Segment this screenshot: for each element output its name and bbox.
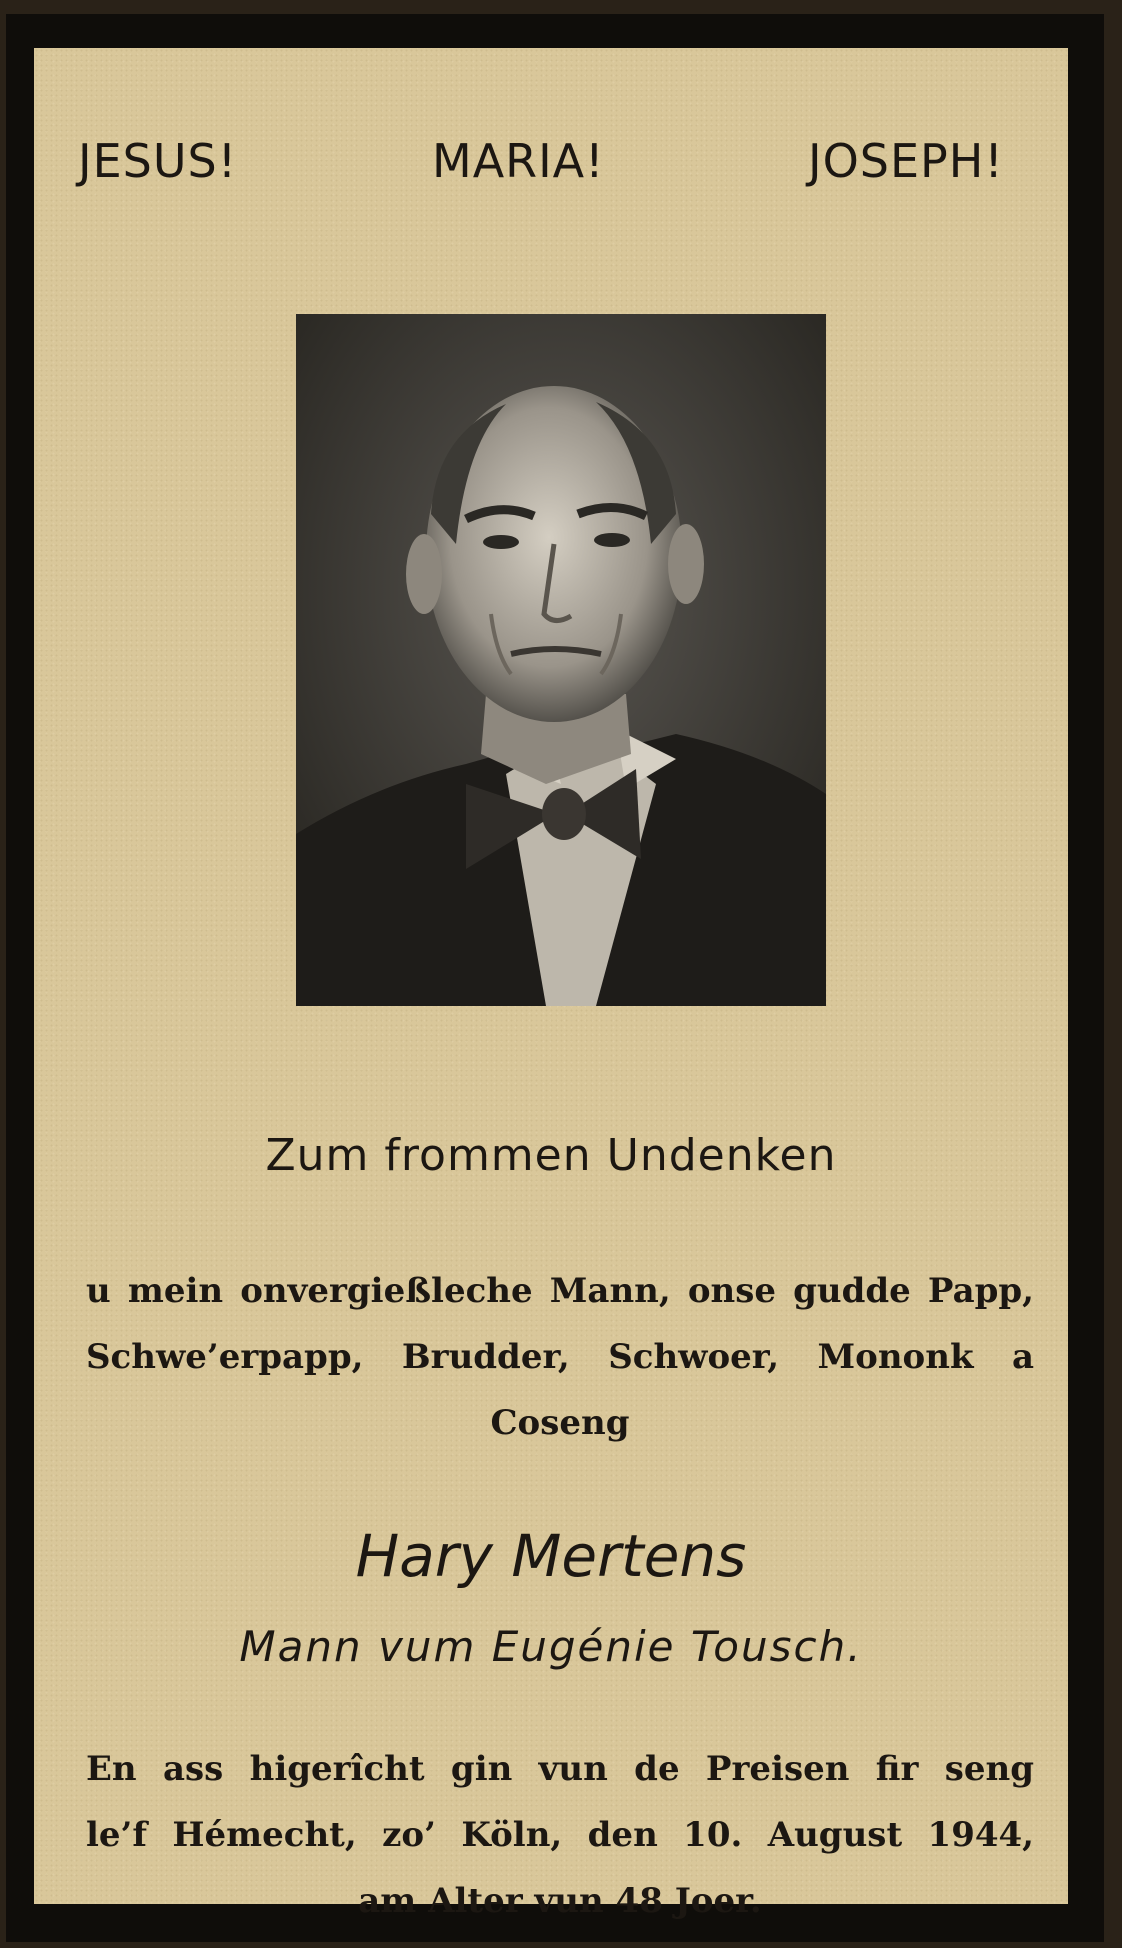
death-notice-line: En ass higerîcht gin vun de Preisen fir seng bbox=[86, 1749, 1034, 1789]
invocation-joseph: JOSEPH! bbox=[808, 134, 1004, 188]
deceased-name: Hary Mertens bbox=[355, 1522, 747, 1590]
portrait-photo bbox=[296, 314, 826, 1006]
dedication-line: Schwe’erpapp, Brudder, Schwoer, Mononk a bbox=[86, 1337, 1034, 1377]
memorial-card bbox=[34, 48, 1068, 1921]
dedication-line: Coseng bbox=[490, 1403, 630, 1443]
spouse-line: Mann vum Eugénie Tousch. bbox=[239, 1622, 863, 1671]
invocations bbox=[34, 134, 1068, 204]
invocation-jesus: JESUS! bbox=[78, 134, 238, 188]
invocation-maria: MARIA! bbox=[432, 134, 605, 188]
death-notice-line: am Alter vun 48 Joer. bbox=[358, 1881, 762, 1921]
portrait-photo-icon bbox=[296, 314, 826, 1006]
death-notice-line: le’f Hémecht, zo’ Köln, den 10. August 1944, bbox=[86, 1815, 1034, 1855]
dedication-line: u mein onvergießleche Mann, onse gudde Papp, bbox=[86, 1271, 1034, 1311]
memorial-heading: Zum frommen Undenken bbox=[265, 1130, 837, 1181]
